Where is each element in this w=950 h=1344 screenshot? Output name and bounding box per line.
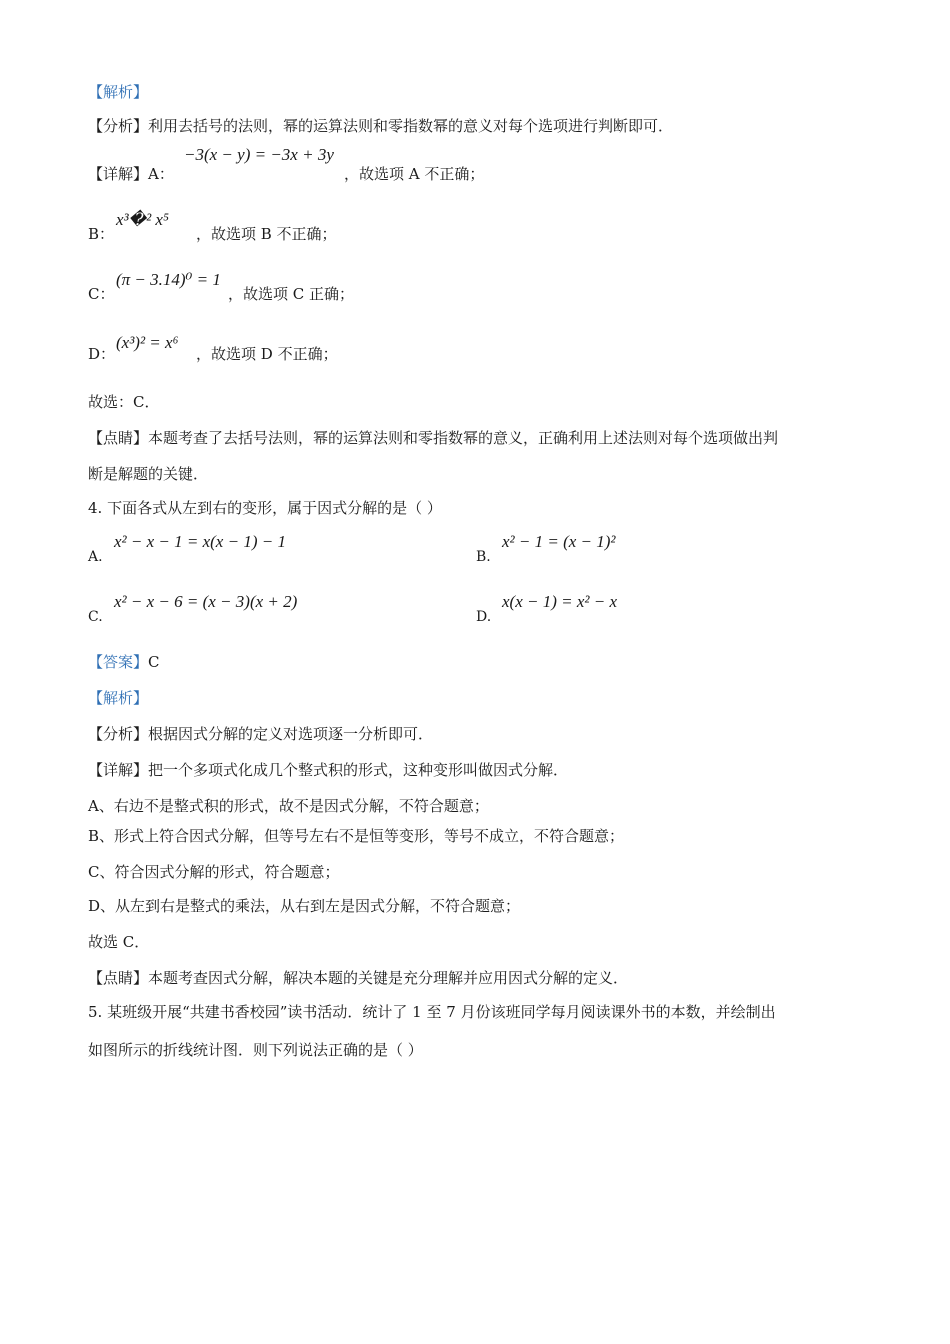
q4-answer: C (148, 653, 160, 671)
q4-option-c-label: C. (88, 609, 103, 625)
q4-option-d-label: D. (476, 609, 492, 625)
q3-d-text: ，故选项 D 不正确； (196, 345, 338, 363)
q4-answer-label: 【答案】 (88, 653, 149, 671)
q3-c-expression: (π − 3.14)⁰ = 1 (116, 270, 221, 289)
q4-xiangjie: 【详解】把一个多项式化成几个整式积的形式，这种变形叫做因式分解． (88, 761, 569, 779)
q4-dianjing: 【点睛】本题考查因式分解，解决本题的关键是充分理解并应用因式分解的定义． (88, 969, 629, 987)
q3-b-expression: x³�² x⁵ (116, 210, 169, 229)
q3-dianjing-2: 断是解题的关键． (88, 465, 209, 483)
q3-c-text: ，故选项 C 正确； (228, 285, 355, 303)
q3-dianjing-1: 【点睛】本题考查了去括号法则，幂的运算法则和零指数幂的意义，正确利用上述法则对每个选项做出判 (88, 429, 779, 447)
q4-option-b: x² − 1 = (x − 1)² (502, 532, 616, 551)
q5-stem-1: 5. 某班级开展“共建书香校园”读书活动．统计了 1 至 7 月份该班同学每月阅读课外书的本数，并绘制出 (88, 1003, 776, 1021)
q4-a-line: A、右边不是整式积的形式，故不是因式分解，不符合题意； (88, 797, 489, 815)
q4-b-line: B、形式上符合因式分解，但等号左右不是恒等变形，等号不成立，不符合题意； (88, 827, 625, 845)
q5-stem-2: 如图所示的折线统计图．则下列说法正确的是（ ） (88, 1041, 423, 1059)
q3-a-text: ，故选项 A 不正确； (344, 165, 485, 183)
q4-option-d: x(x − 1) = x² − x (502, 592, 618, 611)
q3-c-label: C： (88, 285, 115, 303)
q3-b-text: ，故选项 B 不正确； (196, 225, 337, 243)
q4-option-a-label: A. (88, 549, 103, 565)
q4-fenxi: 【分析】根据因式分解的定义对选项逐一分析即可． (88, 725, 434, 743)
q4-choose: 故选 C． (88, 933, 150, 951)
q4-d-line: D、从左到右是整式的乘法，从右到左是因式分解，不符合题意； (88, 897, 521, 915)
q3-fenxi: 【分析】利用去括号的法则，幂的运算法则和零指数幂的意义对每个选项进行判断即可． (88, 117, 674, 135)
q3-d-label: D： (88, 345, 116, 363)
q4-option-b-label: B. (476, 549, 491, 565)
q3-b-label: B： (88, 225, 115, 243)
q4-c-line: C、符合因式分解的形式，符合题意； (88, 863, 340, 881)
q4-stem: 4. 下面各式从左到右的变形，属于因式分解的是（ ） (88, 499, 442, 517)
q4-analysis-label: 【解析】 (88, 689, 149, 707)
q4-option-a: x² − x − 1 = x(x − 1) − 1 (114, 532, 286, 551)
q4-option-c: x² − x − 6 = (x − 3)(x + 2) (114, 592, 298, 611)
q3-xiangjie-prefix: 【详解】A： (88, 165, 174, 183)
q3-answer: 故选：C． (88, 393, 160, 411)
q3-d-expression: (x³)² = x⁶ (116, 333, 179, 352)
analysis-label: 【解析】 (88, 83, 149, 101)
q3-a-expression: −3(x − y) = −3x + 3y (184, 145, 334, 164)
